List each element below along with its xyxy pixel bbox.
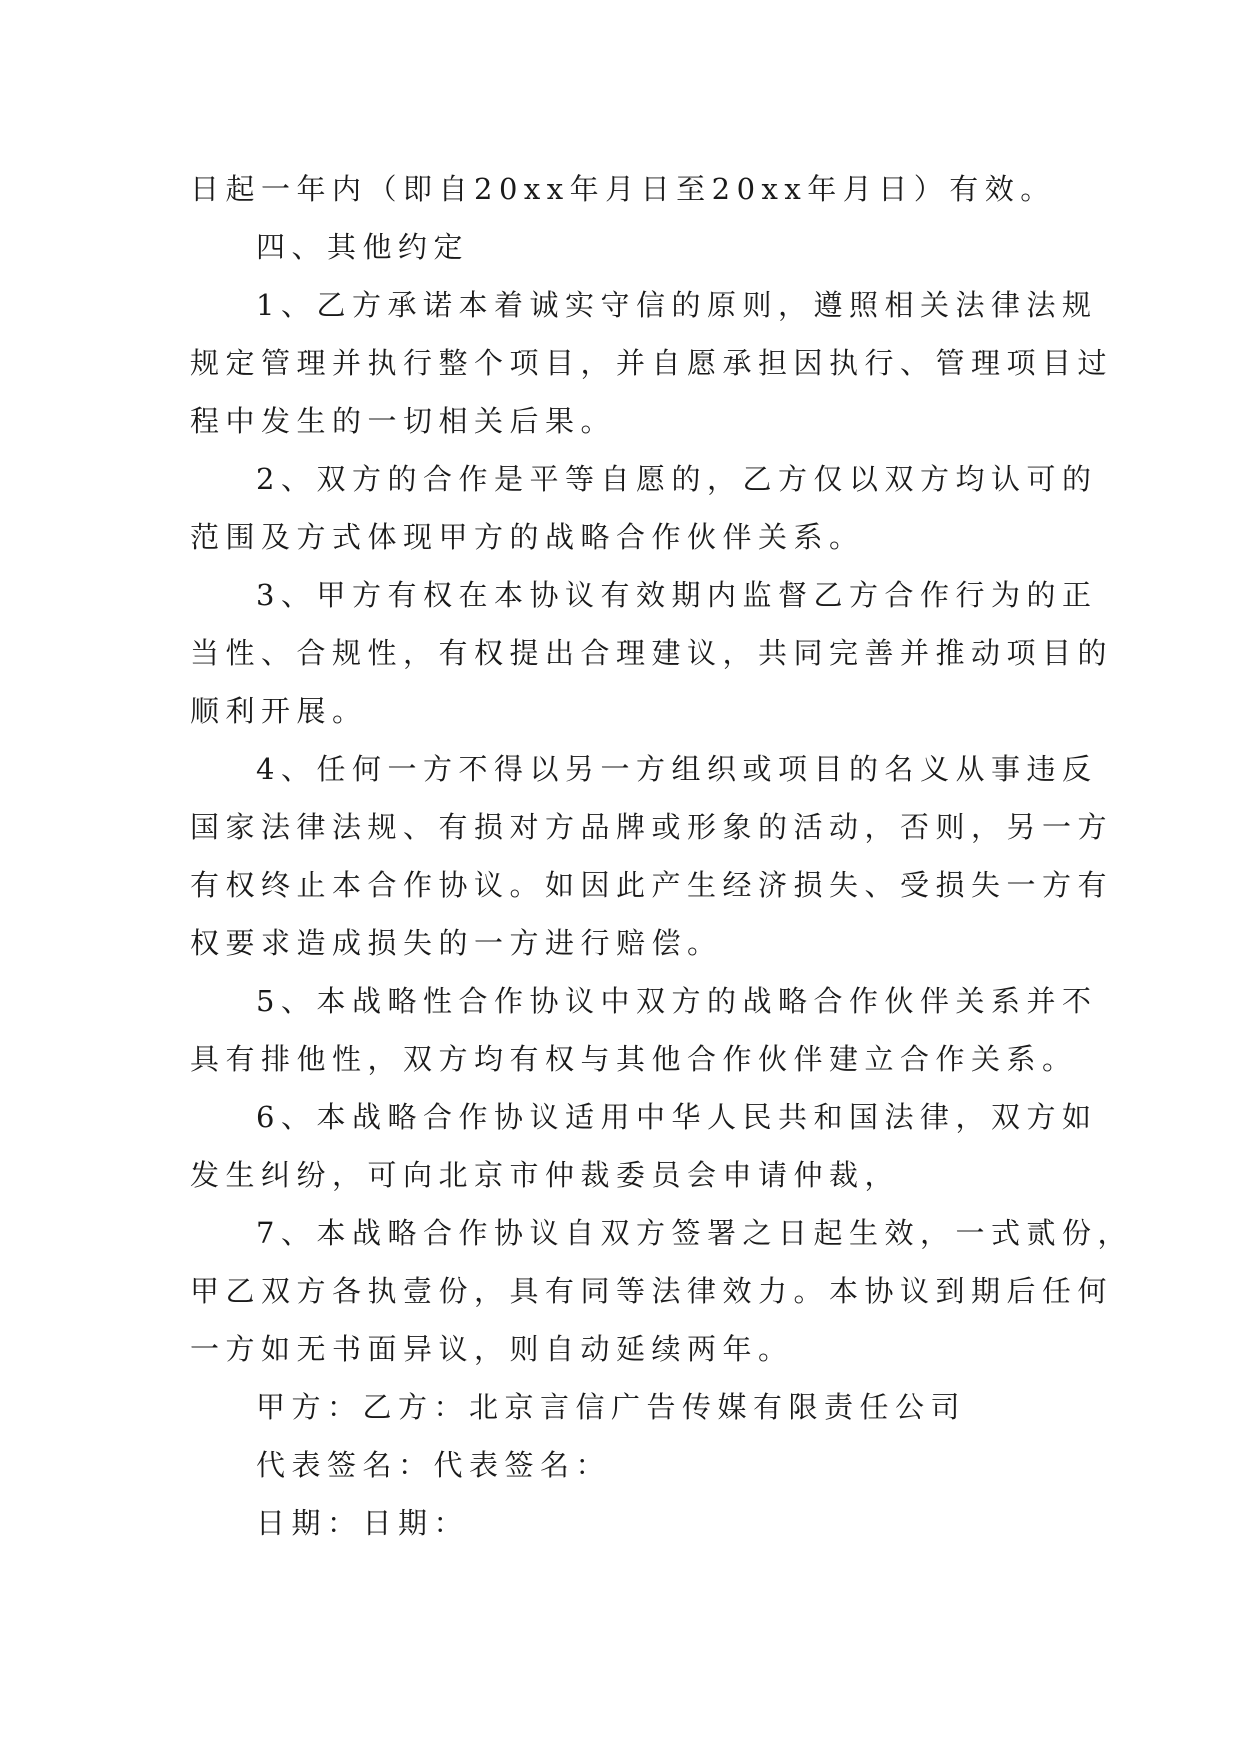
text-line: 权要求造成损失的一方进行赔偿。 xyxy=(190,926,723,960)
text-line: 具有排他性，双方均有权与其他合作伙伴建立合作关系。 xyxy=(190,1042,1078,1076)
text-line: 有权终止本合作协议。如因此产生经济损失、受损失一方有 xyxy=(190,868,1114,902)
text-line: 甲乙双方各执壹份，具有同等法律效力。本协议到期后任何 xyxy=(190,1274,1114,1308)
document-page xyxy=(190,160,1133,1552)
text-line: 顺利开展。 xyxy=(190,694,368,728)
text-line: 发生纠纷，可向北京市仲裁委员会申请仲裁， xyxy=(190,1158,901,1192)
section-heading: 四、其他约定 xyxy=(256,230,470,264)
text-line: 日起一年内（即自20xx年月日至20xx年月日）有效。 xyxy=(190,172,1056,206)
text-line: 5、本战略性合作协议中双方的战略合作伙伴关系并不 xyxy=(256,984,1098,1018)
text-line: 范围及方式体现甲方的战略合作伙伴关系。 xyxy=(190,520,865,554)
text-line: 规定管理并执行整个项目，并自愿承担因执行、管理项目过 xyxy=(190,346,1114,380)
text-line: 当性、合规性，有权提出合理建议，共同完善并推动项目的 xyxy=(190,636,1114,670)
text-line: 程中发生的一切相关后果。 xyxy=(190,404,617,438)
text-line: 2、双方的合作是平等自愿的，乙方仅以双方均认可的 xyxy=(256,462,1098,496)
date-line: 日期：日期： xyxy=(256,1506,470,1540)
text-line: 1、乙方承诺本着诚实守信的原则，遵照相关法律法规 xyxy=(256,288,1098,322)
signature-parties: 甲方：乙方：北京言信广告传媒有限责任公司 xyxy=(256,1390,967,1424)
signature-line: 代表签名：代表签名： xyxy=(256,1448,612,1482)
text-line: 国家法律法规、有损对方品牌或形象的活动，否则，另一方 xyxy=(190,810,1114,844)
text-line: 3、甲方有权在本协议有效期内监督乙方合作行为的正 xyxy=(256,578,1098,612)
text-line: 4、任何一方不得以另一方组织或项目的名义从事违反 xyxy=(256,752,1098,786)
text-line: 一方如无书面异议，则自动延续两年。 xyxy=(190,1332,794,1366)
text-line: 6、本战略合作协议适用中华人民共和国法律，双方如 xyxy=(256,1100,1098,1134)
text-line: 7、本战略合作协议自双方签署之日起生效，一式贰份， xyxy=(256,1216,1133,1250)
